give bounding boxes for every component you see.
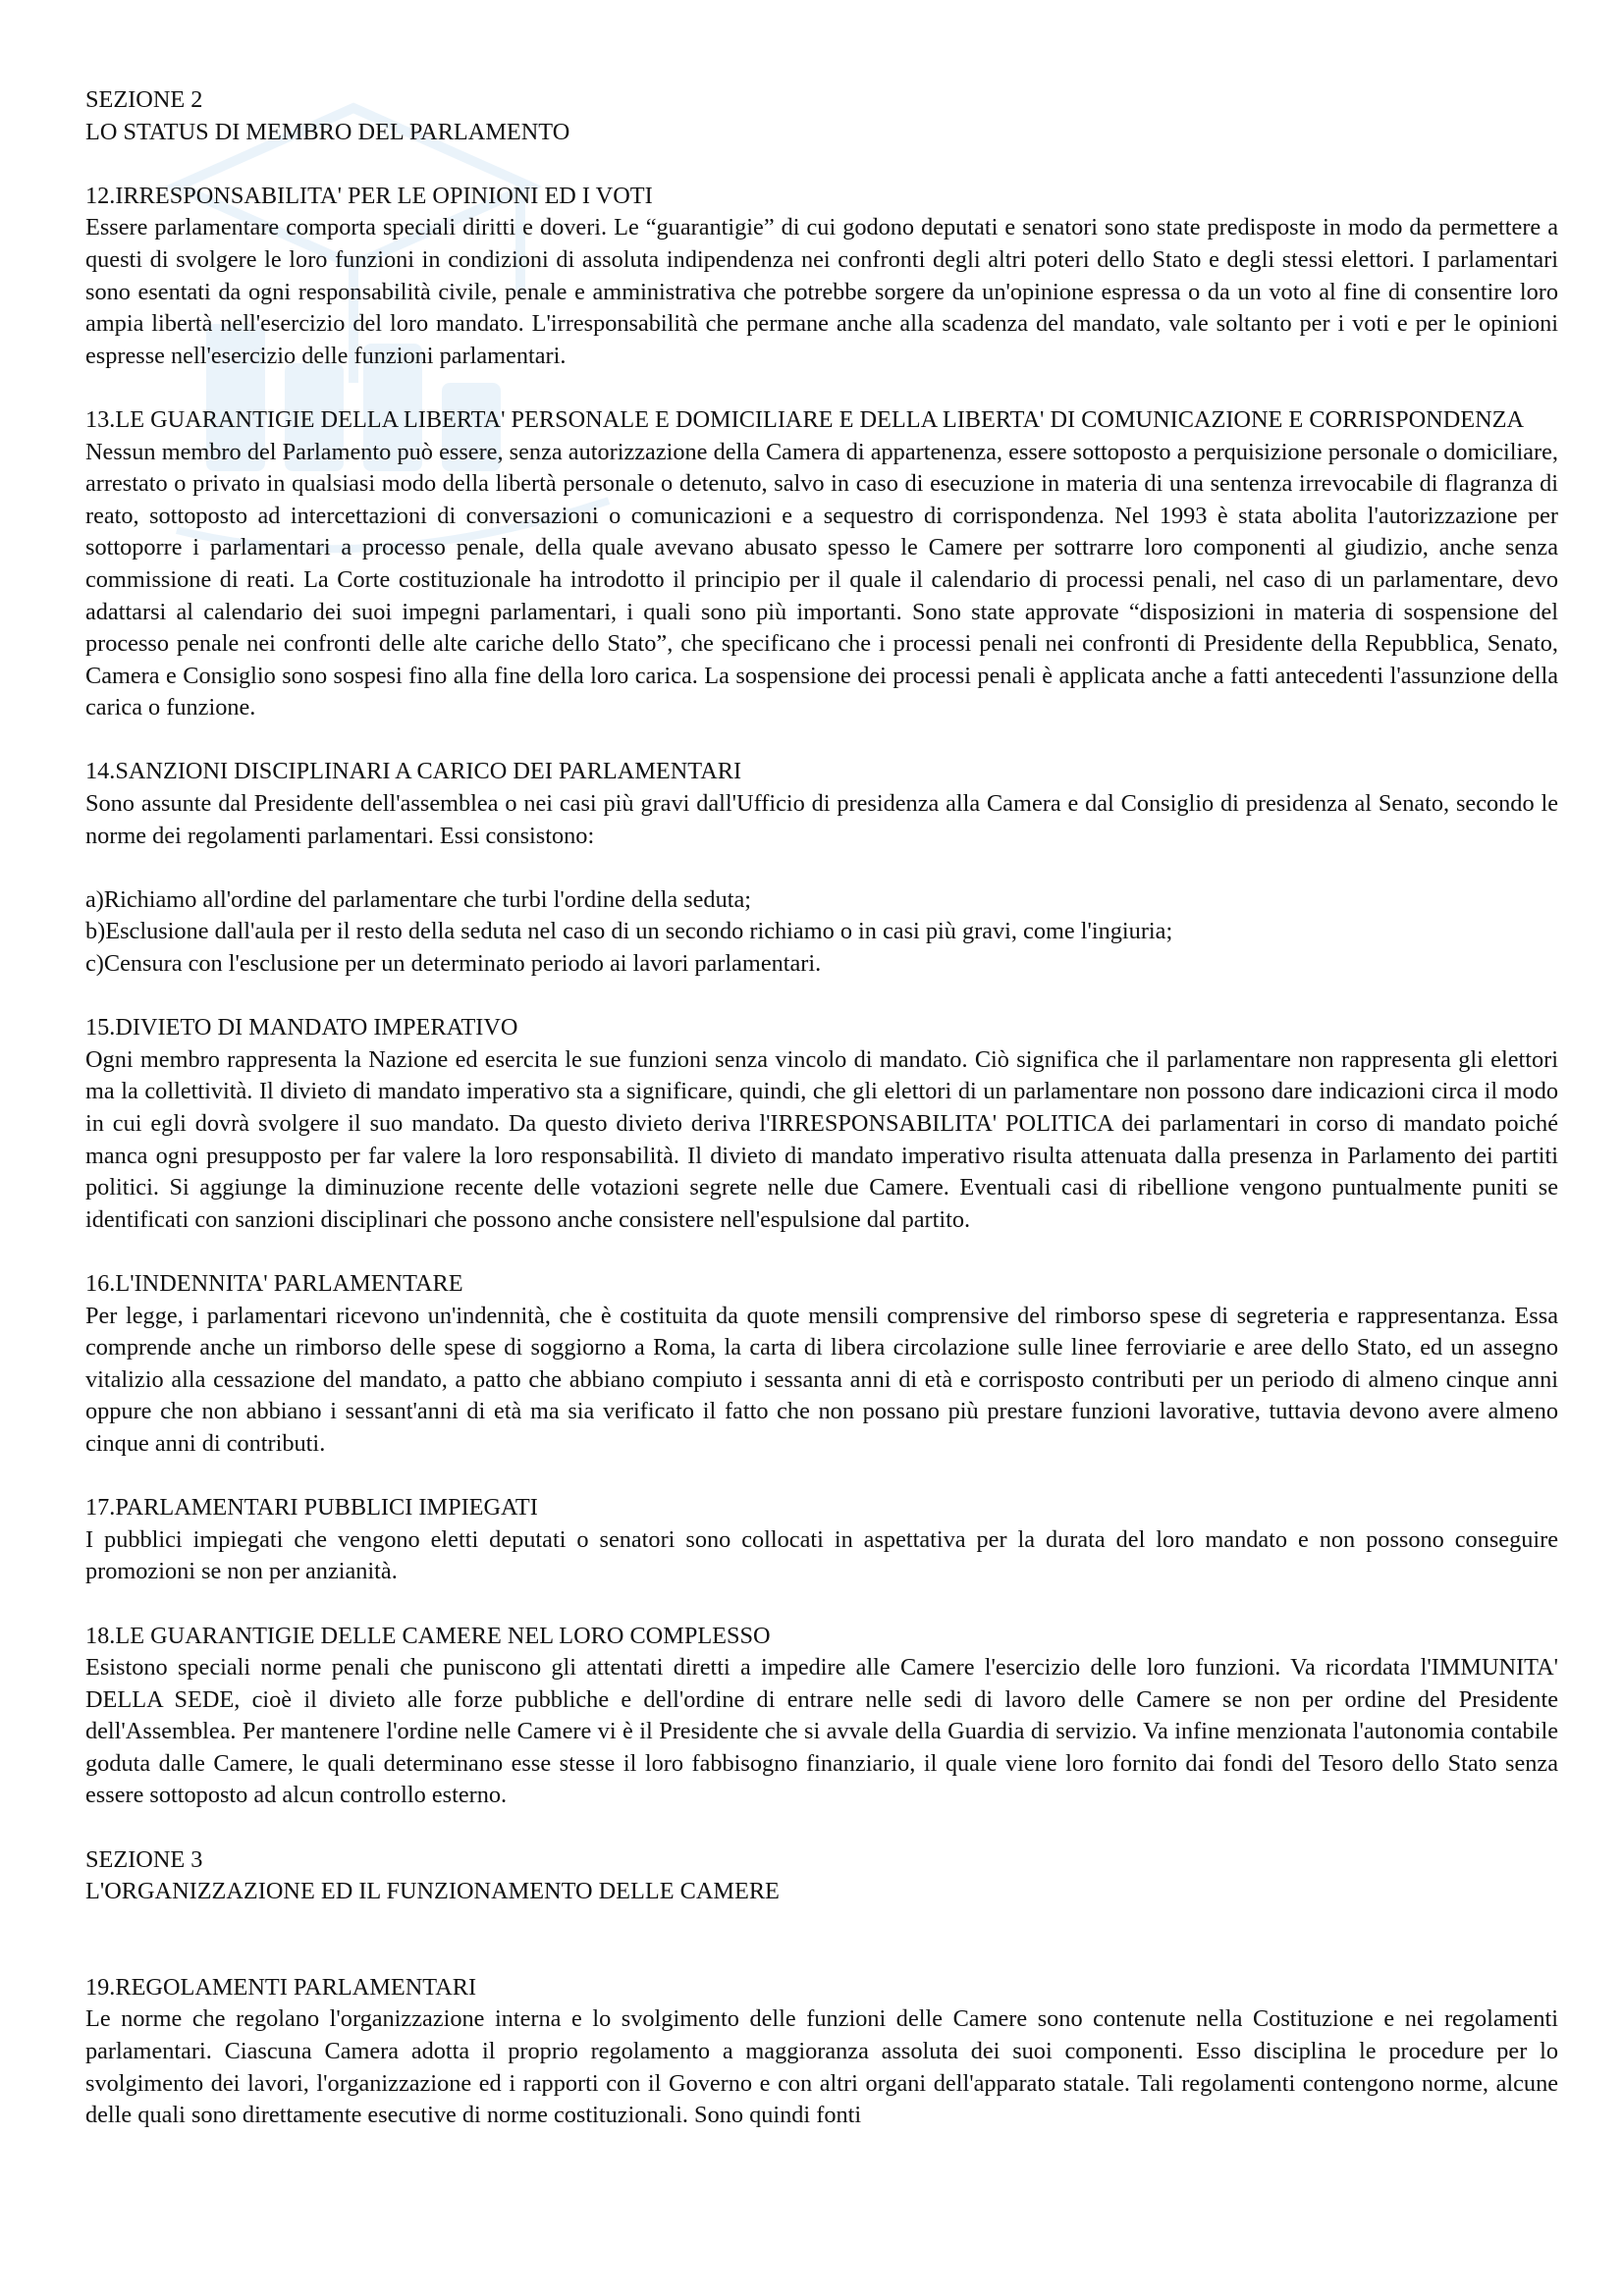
- heading-17: 17.PARLAMENTARI PUBBLICI IMPIEGATI: [85, 1494, 538, 1522]
- paragraph-12: Essere parlamentare comporta speciali diritti e doveri. Le “guarantigie” di cui godono deputati e senatori sono state predisposte in modo da permettere a questi di svolgere le loro funzioni in condizioni di assoluta indipendenza nei confronti degli altri poteri dello Stato e degli stessi elettori. I parlamentari sono esentati da ogni responsabilità civile, penale e amministrativa che potrebbe sorgere da un'opinione espressa o da un voto al fine di consentire loro ampia libertà nell'esercizio del loro mandato. L'irresponsabilità che permane anche alla scadenza del mandato, vale soltanto per i voti e per le opinioni espresse nell'esercizio delle funzioni parlamentari.: [85, 214, 1558, 369]
- heading-12: 12.IRRESPONSABILITA' PER LE OPINIONI ED I VOTI: [85, 182, 653, 209]
- document-page: [85, 84, 1558, 2132]
- list-item-14a: a)Richiamo all'ordine del parlamentare che turbi l'ordine della seduta;: [85, 885, 751, 913]
- paragraph-17: I pubblici impiegati che vengono eletti deputati o senatori sono collocati in aspettativa per la durata del loro mandato e non possono conseguire promozioni se non per anzianità.: [85, 1525, 1558, 1585]
- paragraph-15: Ogni membro rappresenta la Nazione ed esercita le sue funzioni senza vincolo di mandato. Ciò significa che il parlamentare non rappresenta gli elettori ma la collettività. Il divieto di mandato imperativo sta a significare, quindi, che gli elettori di un parlamentare non possono dare indicazioni circa il modo in cui egli dovrà svolgere il suo mandato. Da questo divieto deriva l'IRRESPONSABILITA' POLITICA dei parlamentari in corso di mandato poiché manca ogni presupposto per far valere la loro responsabilità. Il divieto di mandato imperativo risulta attenuata dalla presenza in Parlamento dei partiti politici. Si aggiunge la diminuzione recente delle votazioni segrete nelle due Camere. Eventuali casi di ribellione vengono puntualmente puniti se identificati con sanzioni disciplinari che possono anche consistere nell'espulsione dal partito.: [85, 1045, 1558, 1233]
- section-2-title: LO STATUS DI MEMBRO DEL PARLAMENTO: [85, 118, 570, 145]
- paragraph-13: Nessun membro del Parlamento può essere, senza autorizzazione della Camera di appartenenza, essere sottoposto a perquisizione personale o domiciliare, arrestato o privato in qualsiasi modo della libertà personale o detenuto, salvo in caso di esecuzione in materia di una sentenza irrevocabile di flagranza di reato, sottoposto ad intercettazioni di conversazioni o comunicazioni e a sequestro di corrispondenza. Nel 1993 è stata abolita l'autorizzazione per sottoporre i parlamentari a processo penale, della quale avevano abusato spesso le Camere per sottrarre loro componenti al giudizio, anche senza commissione di reati. La Corte costituzionale ha introdotto il principio per il quale il calendario di processi penali, nel caso di un parlamentare, devo adattarsi al calendario dei suoi impegni parlamentari, i quali sono più importanti. Sono state approvate “disposizioni in materia di sospensione del processo penale nei confronti delle alte cariche dello Stato”, che specificano che i processi penali nei confronti di Presidente della Repubblica, Senato, Camera e Consiglio sono sospesi fino alla fine della loro carica. La sospensione dei processi penali è applicata anche a fatti antecedenti l'assunzione della carica o funzione.: [85, 438, 1558, 721]
- section-3-title: L'ORGANIZZAZIONE ED IL FUNZIONAMENTO DELLE CAMERE: [85, 1878, 780, 1905]
- heading-13: 13.LE GUARANTIGIE DELLA LIBERTA' PERSONALE E DOMICILIARE E DELLA LIBERTA' DI COMUNICAZIONE E CORRISPONDENZA: [85, 405, 1525, 433]
- heading-14: 14.SANZIONI DISCIPLINARI A CARICO DEI PARLAMENTARI: [85, 758, 742, 785]
- heading-15: 15.DIVIETO DI MANDATO IMPERATIVO: [85, 1014, 518, 1041]
- heading-19: 19.REGOLAMENTI PARLAMENTARI: [85, 1973, 477, 2001]
- section-2-label: SEZIONE 2: [85, 86, 203, 113]
- heading-18: 18.LE GUARANTIGIE DELLE CAMERE NEL LORO COMPLESSO: [85, 1622, 771, 1649]
- list-item-14b: b)Esclusione dall'aula per il resto della seduta nel caso di un secondo richiamo o in casi più gravi, come l'ingiuria;: [85, 918, 1173, 945]
- paragraph-16: Per legge, i parlamentari ricevono un'indennità, che è costituita da quote mensili comprensive del rimborso spese di segreteria e rappresentanza. Essa comprende anche un rimborso delle spese di soggiorno a Roma, la carta di libera circolazione sulle linee ferroviarie e aree dello Stato, ed un assegno vitalizio alla cessazione del mandato, a patto che abbiano compiuto i sessanta anni di età e corrisposto contributi per un periodo di almeno cinque anni oppure che non abbiano i sessant'anni di età ma sia verificato il fatto che non possano più prestare funzioni lavorative, tuttavia devono avere almeno cinque anni di contributi.: [85, 1302, 1558, 1457]
- list-item-14c: c)Censura con l'esclusione per un determinato periodo ai lavori parlamentari.: [85, 950, 822, 978]
- paragraph-19: Le norme che regolano l'organizzazione interna e lo svolgimento delle funzioni delle Camere sono contenute nella Costituzione e nei regolamenti parlamentari. Ciascuna Camera adotta il proprio regolamento a maggioranza assoluta dei suoi componenti. Esso disciplina le procedure per lo svolgimento dei lavori, l'organizzazione ed i rapporti con il Governo e con altri organi dell'apparato statale. Tali regolamenti contengono norme, alcune delle quali sono direttamente esecutive di norme costituzionali. Sono quindi fonti: [85, 2005, 1558, 2129]
- section-3-label: SEZIONE 3: [85, 1845, 203, 1873]
- heading-16: 16.L'INDENNITA' PARLAMENTARE: [85, 1269, 463, 1297]
- paragraph-18: Esistono speciali norme penali che puniscono gli attentati diretti a impedire alle Camere l'esercizio delle loro funzioni. Va ricordata l'IMMUNITA' DELLA SEDE, cioè il divieto alle forze pubbliche e dell'ordine di entrare nelle sedi di lavoro delle Camere se non per ordine del Presidente dell'Assemblea. Per mantenere l'ordine nelle Camere vi è il Presidente che si avvale della Guardia di servizio. Va infine menzionata l'autonomia contabile goduta dalle Camere, le quali determinano esse stesse il loro fabbisogno finanziario, il quale viene loro fornito dai fondi del Tesoro dello Stato senza essere sottoposto ad alcun controllo esterno.: [85, 1654, 1558, 1809]
- paragraph-14: Sono assunte dal Presidente dell'assemblea o nei casi più gravi dall'Ufficio di presidenza alla Camera e dal Consiglio di presidenza al Senato, secondo le norme dei regolamenti parlamentari. Essi consistono:: [85, 790, 1558, 849]
